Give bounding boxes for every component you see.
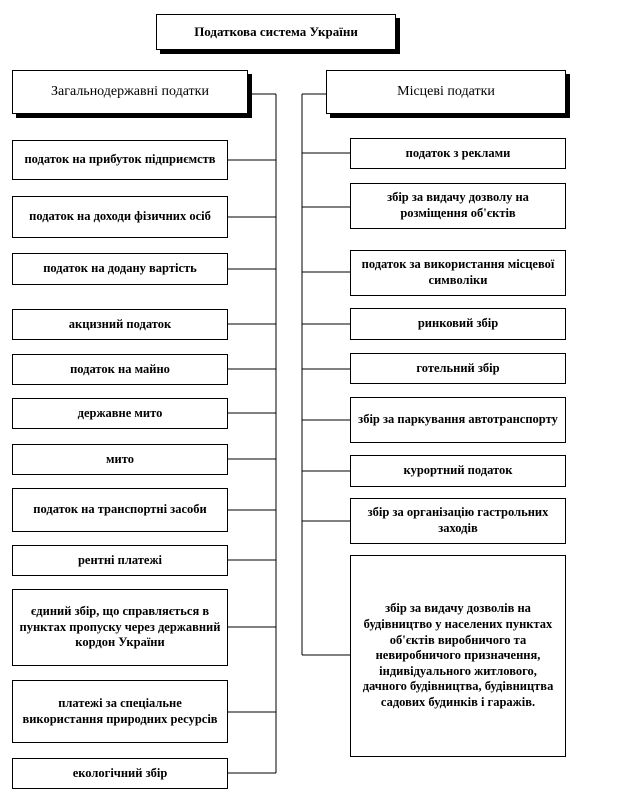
local-item: збір за видачу дозволу на розміщення об'єктів: [350, 183, 566, 229]
local-item: готельний збір: [350, 353, 566, 384]
local-item: збір за видачу дозволів на будівництво у населених пунктах об'єктів виробничого та невиробничого призначення, індивідуального житлового, дачного будівництва, будівництва садових будинків і гаражів.: [350, 555, 566, 757]
national-item: податок на транспортні засоби: [12, 488, 228, 532]
national-item: податок на доходи фізичних осіб: [12, 196, 228, 238]
national-taxes-header: Загальнодержавні податки: [12, 70, 248, 114]
local-item: курортний податок: [350, 455, 566, 487]
national-item: податок на майно: [12, 354, 228, 385]
local-item: збір за паркування автотранспорту: [350, 397, 566, 443]
national-item: податок на додану вартість: [12, 253, 228, 285]
national-item: податок на прибуток підприємств: [12, 140, 228, 180]
national-item: державне мито: [12, 398, 228, 429]
national-item: рентні платежі: [12, 545, 228, 576]
national-item: мито: [12, 444, 228, 475]
national-item: акцизний податок: [12, 309, 228, 340]
national-item: платежі за спеціальне використання природних ресурсів: [12, 680, 228, 743]
national-item: екологічний збір: [12, 758, 228, 789]
root-title: Податкова система України: [194, 23, 358, 39]
local-item: податок за використання місцевої символіки: [350, 250, 566, 296]
local-item: податок з реклами: [350, 138, 566, 169]
root-node: [156, 14, 396, 50]
local-taxes-header: Місцеві податки: [326, 70, 566, 114]
national-item: єдиний збір, що справляється в пунктах пропуску через державний кордон України: [12, 589, 228, 666]
local-item: збір за організацію гастрольних заходів: [350, 498, 566, 544]
local-item: ринковий збір: [350, 308, 566, 340]
